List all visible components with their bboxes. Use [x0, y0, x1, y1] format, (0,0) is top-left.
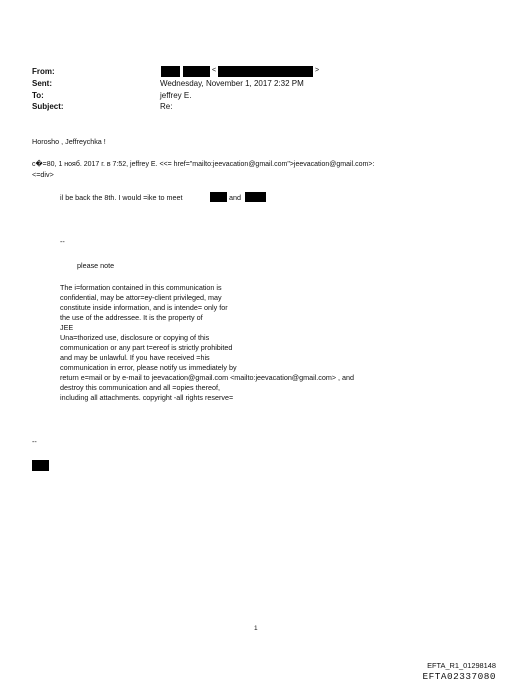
sent-value: Wednesday, November 1, 2017 2:32 PM — [160, 79, 304, 88]
signature-dashes: -- — [60, 237, 65, 246]
redaction-signature — [32, 460, 49, 471]
quoted-div-tag: <=div> — [32, 170, 54, 179]
redaction-from-name-1 — [161, 66, 180, 77]
greeting-text: Horosho , Jeffreychka ! — [32, 137, 106, 146]
to-label: To: — [32, 91, 44, 100]
disclaimer-line: JEE — [60, 323, 74, 332]
redaction-from-email — [218, 66, 313, 77]
disclaimer-line: constitute inside information, and is intende= only for — [60, 303, 228, 312]
sent-label: Sent: — [32, 79, 52, 88]
from-email-close-bracket: > — [315, 67, 320, 74]
disclaimer-line: communication or any part t=ereof is strictly prohibited — [60, 343, 233, 352]
back-message-text: il be back the 8th. I would =ike to meet — [60, 193, 183, 202]
from-email-open-bracket: < — [212, 67, 217, 74]
redaction-name-1 — [210, 192, 227, 202]
disclaimer-line: Una=thorized use, disclosure or copying of this — [60, 333, 210, 342]
disclaimer-line: and may be unlawful. If you have received =his — [60, 353, 210, 362]
please-note-text: please note — [77, 261, 115, 270]
page-number: 1 — [254, 625, 258, 632]
disclaimer-line: return e=mail or by e-mail to jeevacation@gmail.com <mailto:jeevacation@gmail.com> , and — [60, 373, 355, 382]
and-text: and — [229, 193, 241, 202]
disclaimer-line: the use of the addressee. It is the property of — [60, 313, 203, 322]
redaction-name-2 — [245, 192, 266, 202]
disclaimer-line: communication in error, please notify us immediately by — [60, 363, 237, 372]
redaction-from-name-2 — [183, 66, 210, 77]
disclaimer-line: confidential, may be attor=ey-client privileged, may — [60, 293, 222, 302]
disclaimer-line: destroy this communication and all =opies thereof, — [60, 383, 221, 392]
footer-doc-id-1: EFTA_R1_01298148 — [427, 661, 496, 670]
subject-value: Re: — [160, 102, 173, 111]
to-value: jeffrey E. — [160, 91, 192, 100]
closing-dashes: -- — [32, 437, 37, 446]
footer-doc-id-2: EFTA02337080 — [422, 671, 496, 682]
subject-label: Subject: — [32, 102, 64, 111]
disclaimer-line: The i=formation contained in this communication is — [60, 283, 222, 292]
from-label: From: — [32, 67, 55, 76]
quoted-header-line: c�=80, 1 нояб. 2017 г. в 7:52, jeffrey E. <<= href="mailto:jeevacation@gmail.com">jeevacation@gmail.com>: — [32, 161, 375, 168]
disclaimer-line: including all attachments. copyright -all rights reserve= — [60, 393, 234, 402]
